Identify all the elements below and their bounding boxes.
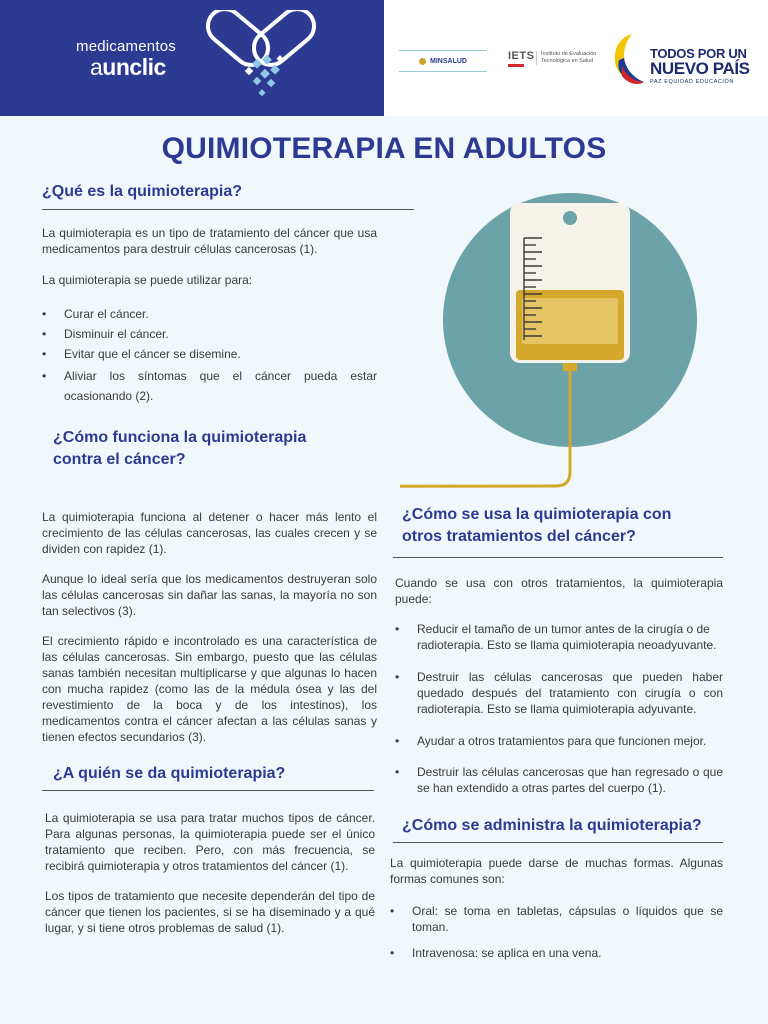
section-who-rule — [42, 790, 374, 791]
pill-heart-icon — [196, 10, 326, 106]
list-item: • Oral: se toma en tabletas, cápsulas o líquidos que se toman. — [390, 903, 723, 935]
section-who-paragraph-2: Los tipos de tratamiento que necesite dependerán del tipo de cáncer que tienen los pacientes, si se ha diseminado y a qué lugar, y si tiene otros problemas de salud (1). — [45, 889, 375, 935]
list-item: • Intravenosa: se aplica en una vena. — [390, 945, 723, 961]
list-item: • Disminuir el cáncer. — [42, 326, 377, 346]
brand-tagline: aunclic — [90, 54, 166, 80]
section-how-works-heading: ¿Cómo funciona la quimioterapia contra el cáncer? — [53, 429, 307, 468]
section-combined-list — [395, 621, 723, 796]
list-item: • Evitar que el cáncer se disemine. — [42, 346, 377, 366]
section-what-intro: La quimioterapia se puede utilizar para: — [42, 273, 253, 287]
section-who-heading: ¿A quién se da quimioterapia? — [53, 765, 286, 782]
section-who-paragraph-1: La quimioterapia se usa para tratar muchos tipos de cáncer. Para algunas personas, la quimioterapia puede ser el único tratamiento que reciben. Pero, con más frecuencia, se recibirá quimioterapia y otros tratamientos del cáncer (1). — [45, 811, 375, 873]
brand-name: medicamentos — [76, 38, 176, 55]
page-title: QUIMIOTERAPIA EN ADULTOS — [161, 132, 607, 165]
header — [0, 0, 768, 116]
section-admin-list — [390, 903, 723, 961]
section-combined-intro: Cuando se usa con otros tratamientos, la quimioterapia puede: — [395, 576, 723, 606]
section-how-works-paragraph-1: La quimioterapia funciona al detener o hacer más lento el crecimiento de las células cancerosas, las cuales crecen y se dividen con rapidez (1). — [42, 510, 377, 556]
coat-of-arms-icon — [419, 58, 426, 65]
todos-title: TODOS POR UN — [650, 46, 747, 61]
minsalud-logo: MINSALUD — [399, 50, 487, 72]
list-item: • Reducir el tamaño de un tumor antes de la cirugía o de radioterapia. Esto se llama quimioterapia neoadyuvante. — [395, 621, 723, 653]
brand-block — [0, 0, 384, 116]
section-admin-rule — [393, 842, 723, 843]
section-what-paragraph: La quimioterapia es un tipo de tratamiento del cáncer que usa medicamentos para destruir células cancerosas (1). — [42, 226, 377, 256]
section-what-list — [42, 306, 377, 406]
iv-bag-icon — [400, 190, 730, 500]
section-how-works-paragraph-3: El crecimiento rápido e incontrolado es una característica de las células cancerosas. Sin embargo, puesto que las células sanas también necesitan multiplicarse y que algunas lo hacen con mucha rapidez (como las de la médula ósea y las del revestimiento de la boca y de los intestinos), los medicamentos contra el cáncer afectan a las células sanas y tienen efectos secundarios (3). — [42, 634, 377, 744]
section-what-heading: ¿Qué es la quimioterapia? — [42, 183, 243, 200]
section-how-works-paragraph-2: Aunque lo ideal sería que los medicamentos destruyeran solo las células cancerosas sin dañar las sanas, la mayoría no son tan selectivos (3). — [42, 572, 377, 618]
section-combined-heading: ¿Cómo se usa la quimioterapia con otros tratamientos del cáncer? — [402, 506, 672, 545]
nuevo-pais-title: NUEVO PAÍS — [650, 59, 750, 78]
section-what-rule — [42, 209, 414, 210]
section-combined-rule — [393, 557, 723, 558]
list-item: • Ayudar a otros tratamientos para que funcionen mejor. — [395, 733, 723, 749]
iets-logo: IETS — [508, 50, 534, 67]
section-admin-heading: ¿Cómo se administra la quimioterapia? — [402, 817, 702, 834]
list-item: • Destruir las células cancerosas que han regresado o que se han extendido a otras partes del cuerpo (1). — [395, 764, 723, 796]
section-admin-intro: La quimioterapia puede darse de muchas formas. Algunas formas comunes son: — [390, 856, 723, 886]
colombia-flag-icon — [610, 30, 650, 88]
iets-text: Instituto de Evaluación Tecnológica en Salud — [536, 51, 598, 65]
list-item: • Curar el cáncer. — [42, 306, 377, 326]
todos-slogan: PAZ EQUIDAD EDUCACIÓN — [650, 79, 735, 85]
list-item: • Aliviar los síntomas que el cáncer pueda estar ocasionando (2). — [42, 366, 377, 406]
list-item: • Destruir las células cancerosas que pueden haber quedado después del tratamiento con cirugía o con radioterapia. Esto se llama quimioterapia adyuvante. — [395, 669, 723, 717]
